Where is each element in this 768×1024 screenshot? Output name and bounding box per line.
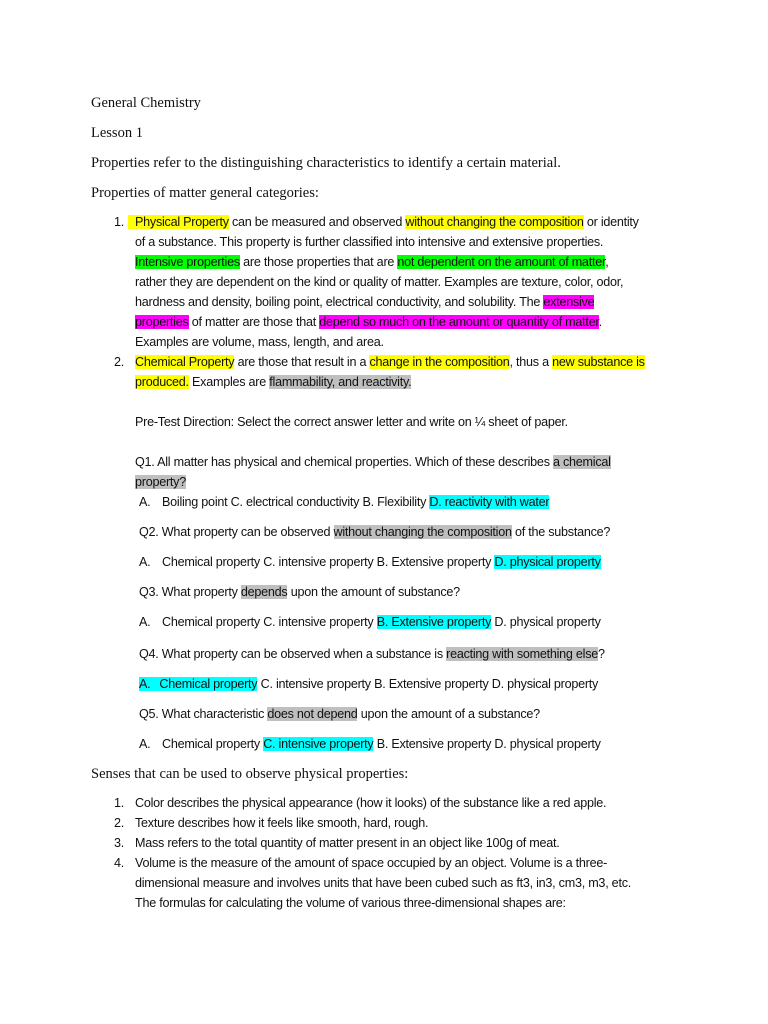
highlight-depend-on-amount: depend so much on the amount or quantity of matter — [319, 315, 599, 329]
text-span: . — [598, 315, 602, 329]
list-item-color: Color describes the physical appearance (how it looks) of the substance like a red apple. — [135, 796, 607, 810]
text-span: B. Extensive property D. physical property — [373, 737, 601, 751]
text-span: of the substance? — [511, 525, 611, 539]
text-span: Chemical property — [162, 737, 264, 751]
physical-property-line-3 — [135, 252, 608, 272]
q1-line-2 — [135, 472, 186, 492]
highlight-q2-answer: D. physical property — [494, 555, 601, 569]
highlight-chemical-property: Chemical Property — [135, 355, 235, 369]
text-span: D. physical property — [491, 615, 601, 629]
list-number: 1. — [114, 796, 125, 810]
list-item-volume: Volume is the measure of the amount of space occupied by an object. Volume is a three- — [135, 856, 608, 870]
highlight-q4-keyword: reacting with something else — [446, 647, 599, 661]
text-span: ? — [598, 647, 605, 661]
lesson-label: Lesson 1 — [91, 125, 143, 141]
text-span: Q1. All matter has physical and chemical properties. Which of these describes — [135, 455, 553, 469]
list-item-volume-cont: dimensional measure and involves units that have been cubed such as ft3, in3, cm3, m3, etc. — [135, 876, 631, 890]
physical-property-line-1 — [128, 212, 639, 232]
text-span: , thus a — [509, 355, 553, 369]
q4-answers — [139, 674, 598, 694]
text-span: or identity — [583, 215, 639, 229]
text-span: upon the amount of a substance? — [357, 707, 540, 721]
highlight-a-chemical: a chemical — [553, 455, 611, 469]
text-span: Boiling point C. electrical conductivity B. Flexibility — [162, 495, 430, 509]
text-span: Q2. What property can be observed — [139, 525, 334, 539]
highlight-change-in-composition: change in the composition — [369, 355, 510, 369]
pretest-direction: Pre-Test Direction: Select the correct answer letter and write on ¼ sheet of paper. — [135, 415, 568, 429]
list-number-1: 1. — [114, 215, 125, 229]
list-number-2: 2. — [114, 355, 125, 369]
highlight-property: property? — [135, 475, 186, 489]
chemical-property-line-1 — [135, 352, 645, 372]
highlight-not-dependent: not dependent on the amount of matter — [397, 255, 606, 269]
highlight-q5-keyword: does not depend — [267, 707, 358, 721]
text-span: upon the amount of substance? — [287, 585, 460, 599]
q3-question — [139, 582, 460, 602]
highlight-extensive: extensive — [543, 295, 595, 309]
text-span: Q5. What characteristic — [139, 707, 268, 721]
list-number: 2. — [114, 816, 125, 830]
text-span: Chemical property C. intensive property B. Extensive property — [162, 555, 495, 569]
list-number: 3. — [114, 836, 125, 850]
highlight-physical-property: Physical Property — [128, 215, 229, 229]
highlight-q2-keyword: without changing the composition — [333, 525, 512, 539]
senses-heading: Senses that can be used to observe physical properties: — [91, 766, 409, 782]
q2-answers — [162, 552, 601, 572]
text-span: Q3. What property — [139, 585, 241, 599]
q1-answer-letter: A. — [139, 495, 151, 509]
intro-definition: Properties refer to the distinguishing characteristics to identify a certain material. — [91, 155, 561, 171]
physical-property-line-2: of a substance. This property is further classified into intensive and extensive properties. — [135, 235, 604, 249]
highlight-q3-answer: B. Extensive property — [376, 615, 492, 629]
list-item-mass: Mass refers to the total quantity of matter present in an object like 100g of meat. — [135, 836, 560, 850]
text-span: Q4. What property can be observed when a substance is — [139, 647, 447, 661]
list-item-volume-formulas: The formulas for calculating the volume of various three-dimensional shapes are: — [135, 896, 566, 910]
document-title: General Chemistry — [91, 95, 201, 111]
highlight-produced: produced. — [135, 375, 189, 389]
q3-answers — [162, 612, 601, 632]
chemical-property-line-2 — [135, 372, 411, 392]
text-span: Chemical property C. intensive property — [162, 615, 377, 629]
highlight-q5-answer: C. intensive property — [263, 737, 374, 751]
q4-question — [139, 644, 605, 664]
physical-property-line-5 — [135, 292, 594, 312]
text-span: of matter are those that — [188, 315, 320, 329]
highlight-flammability: flammability, and reactivity. — [269, 375, 412, 389]
highlight-q4-letter: A. — [139, 677, 159, 691]
highlight-new-substance: new substance is — [552, 355, 645, 369]
text-span: hardness and density, boiling point, electrical conductivity, and solubility. The — [135, 295, 544, 309]
text-span: are those properties that are — [239, 255, 398, 269]
highlight-q3-keyword: depends — [240, 585, 288, 599]
q2-question — [139, 522, 610, 542]
q1-line-1 — [135, 452, 611, 472]
physical-property-line-7: Examples are volume, mass, length, and area. — [135, 335, 384, 349]
highlight-q1-answer: D. reactivity with water — [429, 495, 550, 509]
highlight-without-changing: without changing the composition — [405, 215, 584, 229]
physical-property-line-4: rather they are dependent on the kind or quality of matter. Examples are texture, color, odor, — [135, 275, 624, 289]
highlight-q4-answer: Chemical property — [159, 677, 258, 691]
q5-answer-letter: A. — [139, 737, 151, 751]
highlight-properties: properties — [135, 315, 189, 329]
text-span: are those that result in a — [234, 355, 370, 369]
q5-question — [139, 704, 540, 724]
text-span: , — [605, 255, 609, 269]
text-span: can be measured and observed — [228, 215, 406, 229]
q1-answers — [162, 492, 549, 512]
q5-answers — [162, 734, 601, 754]
highlight-intensive-properties: Intensive properties — [135, 255, 240, 269]
list-number: 4. — [114, 856, 125, 870]
intro-categories: Properties of matter general categories: — [91, 185, 319, 201]
q3-answer-letter: A. — [139, 615, 151, 629]
text-span: C. intensive property B. Extensive property D. physical property — [257, 677, 599, 691]
physical-property-line-6 — [135, 312, 602, 332]
q2-answer-letter: A. — [139, 555, 151, 569]
list-item-texture: Texture describes how it feels like smooth, hard, rough. — [135, 816, 429, 830]
text-span: Examples are — [188, 375, 270, 389]
